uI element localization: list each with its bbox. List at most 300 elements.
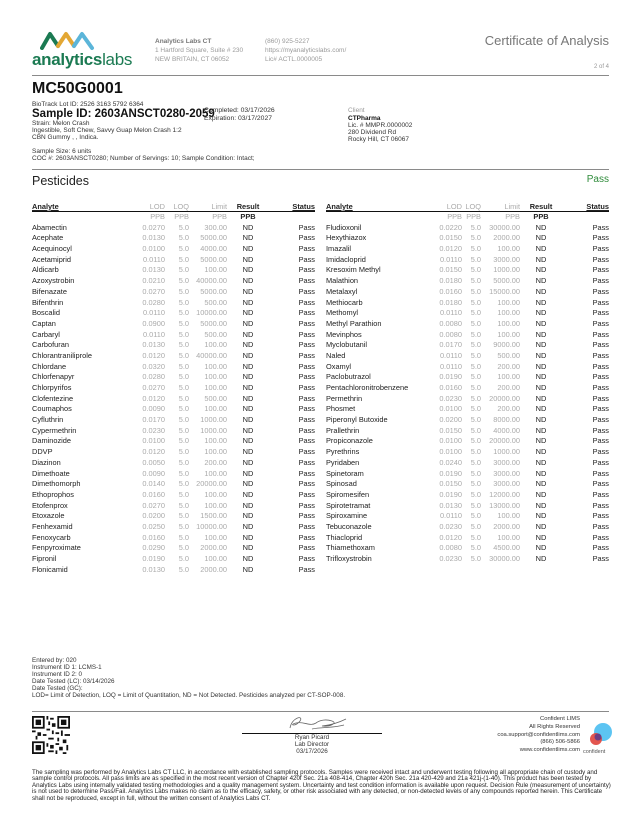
loq-value: 5.0 [470, 361, 481, 371]
status-value: Pass [592, 425, 609, 435]
result-value: ND [242, 350, 254, 360]
lod-value: 0.0270 [142, 222, 165, 232]
limit-value: 1000.00 [200, 415, 227, 425]
analyte-name: Hexythiazox [326, 233, 367, 243]
analyte-name: Malathion [326, 276, 359, 286]
status-value: Pass [298, 318, 315, 328]
limit-value: 5000.00 [200, 254, 227, 264]
analyte-name: Paclobutrazol [326, 372, 371, 382]
client-address2: Rocky Hill, CT 06067 [348, 136, 409, 143]
status-value: Pass [592, 318, 609, 328]
loq-value: 5.0 [470, 233, 481, 243]
result-value: ND [242, 447, 254, 457]
lod-value: 0.0900 [142, 318, 165, 328]
analyte-name: Permethrin [326, 393, 363, 403]
status-value: Pass [298, 233, 315, 243]
loq-value: 5.0 [178, 254, 189, 264]
lod-value: 0.0200 [439, 415, 462, 425]
status-value: Pass [298, 222, 315, 232]
analyte-name: Spiroxamine [326, 511, 368, 521]
signer-title: Lab Director [294, 740, 330, 748]
result-value: ND [535, 532, 547, 542]
unit-limit: PPB [212, 212, 227, 221]
analytics-labs-logo [32, 30, 133, 74]
lims-name: Confident LIMS [540, 716, 580, 722]
result-value: ND [242, 489, 254, 499]
status-value: Pass [592, 511, 609, 521]
sample-size: Sample Size: 6 units [32, 148, 92, 155]
analyte-name: Fipronil [32, 554, 57, 563]
limit-value: 100.00 [204, 436, 227, 446]
table-row [32, 308, 315, 319]
lod-value: 0.0180 [439, 276, 462, 286]
col-limit: Limit [504, 202, 520, 211]
completed-date: Completed: 03/17/2026 [204, 107, 275, 114]
table-row [32, 458, 315, 469]
instrument-id-2: Instrument ID 2: 0 [32, 671, 83, 678]
loq-value: 5.0 [470, 297, 481, 307]
table-row [32, 469, 315, 480]
loq-value: 5.0 [178, 318, 189, 328]
result-value: ND [242, 521, 254, 531]
loq-value: 5.0 [178, 383, 189, 392]
unit-lod: PPB [447, 212, 462, 221]
lod-value: 0.0100 [439, 404, 462, 414]
status-value: Pass [592, 222, 609, 232]
loq-value: 5.0 [470, 350, 481, 360]
table-row [326, 490, 609, 501]
lod-value: 0.0100 [142, 244, 165, 254]
loq-value: 5.0 [178, 521, 189, 531]
qr-code-icon[interactable] [32, 716, 70, 754]
status-value: Pass [298, 286, 315, 296]
limit-value: 500.00 [204, 393, 227, 403]
lod-value: 0.0190 [142, 554, 165, 563]
loq-value: 5.0 [178, 500, 189, 510]
limit-value: 100.00 [497, 329, 520, 339]
analyte-name: Etofenprox [32, 500, 68, 510]
loq-value: 5.0 [470, 554, 481, 563]
col-lod: LOD [149, 202, 165, 211]
result-value: ND [535, 521, 547, 531]
loq-value: 5.0 [470, 372, 481, 382]
table-row [32, 362, 315, 373]
lod-value: 0.0120 [142, 447, 165, 457]
analyte-name: Dimethoate [32, 468, 70, 478]
lod-value: 0.0230 [439, 393, 462, 403]
limit-value: 100.00 [204, 383, 227, 392]
table-row [32, 394, 315, 405]
lod-value: 0.0190 [439, 372, 462, 382]
analyte-name: Abamectin [32, 222, 67, 232]
unit-limit: PPB [505, 212, 520, 221]
lod-value: 0.0170 [439, 340, 462, 350]
status-value: Pass [298, 393, 315, 403]
analyte-name: Captan [32, 318, 56, 328]
table-row [32, 330, 315, 341]
table-row [32, 383, 315, 394]
page-header [32, 28, 609, 76]
col-analyte: Analyte [32, 202, 59, 211]
table-row [326, 362, 609, 373]
analyte-name: Chlorpyrifos [32, 383, 72, 392]
analyte-name: Fenpyroximate [32, 543, 81, 553]
analyte-name: Thiamethoxam [326, 543, 375, 553]
loq-value: 5.0 [178, 511, 189, 521]
table-row [326, 426, 609, 437]
unit-loq: PPB [174, 212, 189, 221]
status-value: Pass [298, 340, 315, 350]
lod-value: 0.0080 [439, 318, 462, 328]
limit-value: 20000.00 [489, 393, 520, 403]
result-value: ND [535, 286, 547, 296]
table-row [326, 511, 609, 522]
status-value: Pass [298, 564, 315, 574]
lab-address2: NEW BRITAIN, CT 06052 [155, 56, 230, 63]
limit-value: 1000.00 [493, 447, 520, 457]
col-analyte: Analyte [326, 202, 353, 211]
lab-info [155, 37, 243, 64]
analyte-name: Etoxazole [32, 511, 65, 521]
entered-by: Entered by: 020 [32, 657, 77, 664]
result-value: ND [535, 340, 547, 350]
table-units-row [32, 212, 315, 223]
result-value: ND [535, 383, 547, 392]
table-body-left [32, 223, 315, 576]
signature-date: 03/17/2026 [296, 747, 328, 755]
limit-value: 2000.00 [200, 564, 227, 574]
loq-value: 5.0 [178, 233, 189, 243]
limit-value: 30000.00 [489, 222, 520, 232]
limit-value: 10000.00 [196, 521, 227, 531]
table-row [326, 383, 609, 394]
loq-value: 5.0 [178, 329, 189, 339]
loq-value: 5.0 [470, 532, 481, 542]
table-row [32, 554, 315, 565]
limit-value: 5000.00 [493, 276, 520, 286]
result-value: ND [242, 286, 254, 296]
limit-value: 20000.00 [489, 436, 520, 446]
lod-value: 0.0110 [439, 308, 462, 318]
result-value: ND [535, 393, 547, 403]
limit-value: 3000.00 [493, 468, 520, 478]
limit-value: 2000.00 [200, 543, 227, 553]
table-row [32, 533, 315, 544]
lab-name: Analytics Labs CT [155, 38, 212, 45]
status-value: Pass [592, 393, 609, 403]
status-value: Pass [298, 532, 315, 542]
status-value: Pass [592, 372, 609, 382]
loq-value: 5.0 [470, 479, 481, 489]
table-row [326, 233, 609, 244]
table-row [326, 554, 609, 565]
lod-value: 0.0110 [142, 254, 165, 264]
product-description-1: Ingestible, Soft Chew, Savvy Guap Melon Crash 1:2 [32, 127, 182, 134]
loq-value: 5.0 [470, 415, 481, 425]
limit-value: 100.00 [497, 244, 520, 254]
loq-value: 5.0 [470, 286, 481, 296]
loq-value: 5.0 [470, 511, 481, 521]
loq-value: 5.0 [178, 415, 189, 425]
loq-value: 5.0 [470, 222, 481, 232]
status-value: Pass [592, 489, 609, 499]
result-value: ND [535, 500, 547, 510]
result-value: ND [535, 554, 547, 563]
table-row [326, 543, 609, 554]
result-value: ND [535, 265, 547, 275]
lims-rights: All Rights Reserved [529, 723, 580, 730]
loq-value: 5.0 [470, 254, 481, 264]
loq-value: 5.0 [470, 425, 481, 435]
limit-value: 20000.00 [196, 479, 227, 489]
col-limit: Limit [211, 202, 227, 211]
lod-value: 0.0280 [142, 372, 165, 382]
lod-value: 0.0160 [439, 286, 462, 296]
status-value: Pass [592, 404, 609, 414]
result-value: ND [535, 489, 547, 499]
table-row [32, 233, 315, 244]
limit-value: 500.00 [204, 297, 227, 307]
table-row [326, 265, 609, 276]
status-value: Pass [592, 554, 609, 563]
result-value: ND [242, 457, 254, 467]
analyte-name: Metalaxyl [326, 286, 358, 296]
analyte-name: Methiocarb [326, 297, 363, 307]
table-row [326, 469, 609, 480]
lims-phone: (866) 506-5866 [540, 739, 580, 746]
table-row [326, 436, 609, 447]
test-notes [32, 657, 345, 699]
lod-value: 0.0150 [439, 265, 462, 275]
col-result: Result [236, 202, 260, 211]
table-row [32, 319, 315, 330]
result-value: ND [535, 254, 547, 264]
col-status: Status [292, 202, 315, 211]
status-value: Pass [592, 276, 609, 286]
table-row [32, 265, 315, 276]
analyte-name: Naled [326, 350, 346, 360]
table-row [326, 415, 609, 426]
confident-logo-text: confident [583, 749, 606, 755]
table-row [32, 415, 315, 426]
loq-value: 5.0 [178, 457, 189, 467]
limit-value: 100.00 [204, 265, 227, 275]
legal-disclaimer: The sampling was performed by Analytics Labs CT LLC, in accordance with established sampling protocols. Samples were received intact and underwent testing following all appropriate chain of custody and sample control protocols. All pass limits are as specified in the most recent version of Chapter 420f Sec. 21a 408-414, Chapter 420h Sec. 21a 420-429 and 21a 421j-(1-40). This product has been tested by Analytics Labs using internally validated testing methodologies and a quality management system. Uncertainty and test condition information is available upon request. Decision Rule (measurement of uncertainty) is not used to determine Pass/Fail. Analytics Labs makes no claim as to the efficacy, safety, or other risk associated with any detected, or non-detected levels of any compounds reported herein. This Certificate shall not be reproduced, except in full, without the written consent of Analytics Labs CT. [32, 769, 611, 802]
result-value: ND [242, 329, 254, 339]
analyte-name: Clofentezine [32, 393, 74, 403]
client-address1: 280 Dividend Rd [348, 129, 397, 136]
table-row [326, 287, 609, 298]
coc-info: COC #: 2603ANSCT0280; Number of Servings: 10; Sample Condition: Intact; [32, 155, 255, 162]
loq-value: 5.0 [470, 447, 481, 457]
lod-value: 0.0080 [439, 543, 462, 553]
analyte-name: Propiconazole [326, 436, 373, 446]
analyte-name: Prallethrin [326, 425, 360, 435]
limit-value: 13000.00 [489, 500, 520, 510]
result-value: ND [242, 276, 254, 286]
lod-value: 0.0250 [142, 521, 165, 531]
loq-value: 5.0 [178, 372, 189, 382]
limit-value: 100.00 [204, 554, 227, 563]
unit-lod: PPB [150, 212, 165, 221]
analyte-name: Myclobutanil [326, 340, 368, 350]
status-value: Pass [592, 436, 609, 446]
table-body-right [326, 223, 609, 565]
loq-value: 5.0 [470, 436, 481, 446]
analyte-name: Ethoprophos [32, 489, 74, 499]
analyte-name: DDVP [32, 447, 53, 457]
table-row [326, 447, 609, 458]
loq-value: 5.0 [470, 521, 481, 531]
lab-website-link[interactable]: https://myanalyticslabs.com/ [265, 47, 347, 54]
section-title: Pesticides [32, 174, 89, 188]
limit-value: 200.00 [497, 404, 520, 414]
limit-value: 100.00 [204, 489, 227, 499]
loq-value: 5.0 [470, 265, 481, 275]
analyte-name: Coumaphos [32, 404, 72, 414]
lims-website-link[interactable]: www.confidentlims.com [519, 747, 580, 754]
analyte-name: Cypermethrin [32, 425, 77, 435]
lod-value: 0.0080 [439, 329, 462, 339]
status-value: Pass [298, 308, 315, 318]
lod-value: 0.0120 [439, 532, 462, 542]
analyte-name: Thiacloprid [326, 532, 363, 542]
loq-value: 5.0 [470, 308, 481, 318]
lod-value: 0.0130 [142, 233, 165, 243]
lod-value: 0.0270 [142, 383, 165, 392]
abbreviation-legend: LOD= Limit of Detection, LOQ = Limit of Quantitation, ND = Not Detected. Pesticides analyzed per CT-SOP-008. [32, 692, 346, 699]
status-value: Pass [298, 297, 315, 307]
section-status-badge: Pass [586, 174, 609, 185]
table-header [326, 202, 609, 212]
result-value: ND [242, 415, 254, 425]
lod-value: 0.0130 [439, 500, 462, 510]
lims-email-link[interactable]: coa.support@confidentlims.com [497, 731, 580, 738]
lod-value: 0.0090 [142, 468, 165, 478]
lod-value: 0.0110 [439, 361, 462, 371]
limit-value: 100.00 [204, 532, 227, 542]
result-value: ND [535, 372, 547, 382]
analyte-name: Kresoxim Methyl [326, 265, 381, 275]
limit-value: 100.00 [204, 404, 227, 414]
signer-name: Ryan Picard [294, 734, 330, 741]
status-value: Pass [298, 447, 315, 457]
lod-value: 0.0110 [439, 254, 462, 264]
result-value: ND [242, 532, 254, 542]
lod-value: 0.0220 [439, 222, 462, 232]
analyte-name: Cyfluthrin [32, 415, 64, 425]
status-value: Pass [298, 350, 315, 360]
lod-value: 0.0130 [142, 564, 165, 574]
analyte-name: Piperonyl Butoxide [326, 415, 388, 425]
client-name: CTPharma [348, 115, 381, 122]
status-value: Pass [298, 543, 315, 553]
lod-value: 0.0050 [142, 457, 165, 467]
table-row [326, 319, 609, 330]
loq-value: 5.0 [178, 276, 189, 286]
col-result: Result [529, 202, 553, 211]
analyte-name: Azoxystrobin [32, 276, 75, 286]
table-row [32, 565, 315, 576]
analyte-name: Methomyl [326, 308, 359, 318]
table-row [32, 276, 315, 287]
result-value: ND [535, 436, 547, 446]
lod-value: 0.0160 [439, 383, 462, 392]
status-value: Pass [592, 297, 609, 307]
analyte-name: Chlorfenapyr [32, 372, 75, 382]
analyte-name: Phosmet [326, 404, 356, 414]
analyte-name: Spiromesifen [326, 489, 370, 499]
limit-value: 100.00 [204, 340, 227, 350]
loq-value: 5.0 [470, 393, 481, 403]
analyte-name: Acequinocyl [32, 244, 72, 254]
lod-value: 0.0130 [142, 340, 165, 350]
table-row [32, 255, 315, 266]
client-license: Lic. # MMPR.0000002 [348, 122, 413, 129]
status-value: Pass [298, 265, 315, 275]
analyte-name: Acetamiprid [32, 254, 72, 264]
table-row [326, 244, 609, 255]
analyte-name: Flonicamid [32, 564, 68, 574]
lims-info [480, 716, 580, 755]
limit-value: 100.00 [204, 500, 227, 510]
pesticides-table-left [32, 202, 315, 575]
result-value: ND [535, 361, 547, 371]
table-row [326, 255, 609, 266]
analyte-name: Imidacloprid [326, 254, 366, 264]
lod-value: 0.0120 [439, 244, 462, 254]
table-row [326, 276, 609, 287]
unit-result: PPB [533, 212, 549, 221]
lod-value: 0.0240 [439, 457, 462, 467]
status-value: Pass [592, 447, 609, 457]
status-value: Pass [298, 404, 315, 414]
analyte-name: Pyridaben [326, 457, 360, 467]
result-value: ND [242, 554, 254, 563]
lod-value: 0.0200 [142, 511, 165, 521]
lod-value: 0.0230 [142, 425, 165, 435]
analyte-name: Fenhexamid [32, 521, 73, 531]
status-value: Pass [592, 265, 609, 275]
lod-value: 0.0100 [439, 436, 462, 446]
loq-value: 5.0 [470, 543, 481, 553]
result-value: ND [242, 404, 254, 414]
lod-value: 0.0180 [439, 297, 462, 307]
analyte-name: Carbaryl [32, 329, 60, 339]
limit-value: 4000.00 [493, 425, 520, 435]
table-row [326, 394, 609, 405]
status-value: Pass [592, 500, 609, 510]
status-value: Pass [298, 457, 315, 467]
limit-value: 2000.00 [493, 233, 520, 243]
result-value: ND [242, 372, 254, 382]
loq-value: 5.0 [178, 286, 189, 296]
status-value: Pass [298, 489, 315, 499]
status-value: Pass [298, 554, 315, 563]
analyte-name: Spinosad [326, 479, 357, 489]
result-value: ND [535, 457, 547, 467]
analyte-name: Chlordane [32, 361, 67, 371]
result-value: ND [535, 511, 547, 521]
limit-value: 100.00 [204, 372, 227, 382]
analyte-name: Mevinphos [326, 329, 362, 339]
date-tested-gc: Date Tested (GC): [32, 685, 83, 692]
limit-value: 100.00 [497, 372, 520, 382]
table-row [32, 244, 315, 255]
loq-value: 5.0 [178, 468, 189, 478]
limit-value: 10000.00 [196, 308, 227, 318]
loq-value: 5.0 [178, 265, 189, 275]
